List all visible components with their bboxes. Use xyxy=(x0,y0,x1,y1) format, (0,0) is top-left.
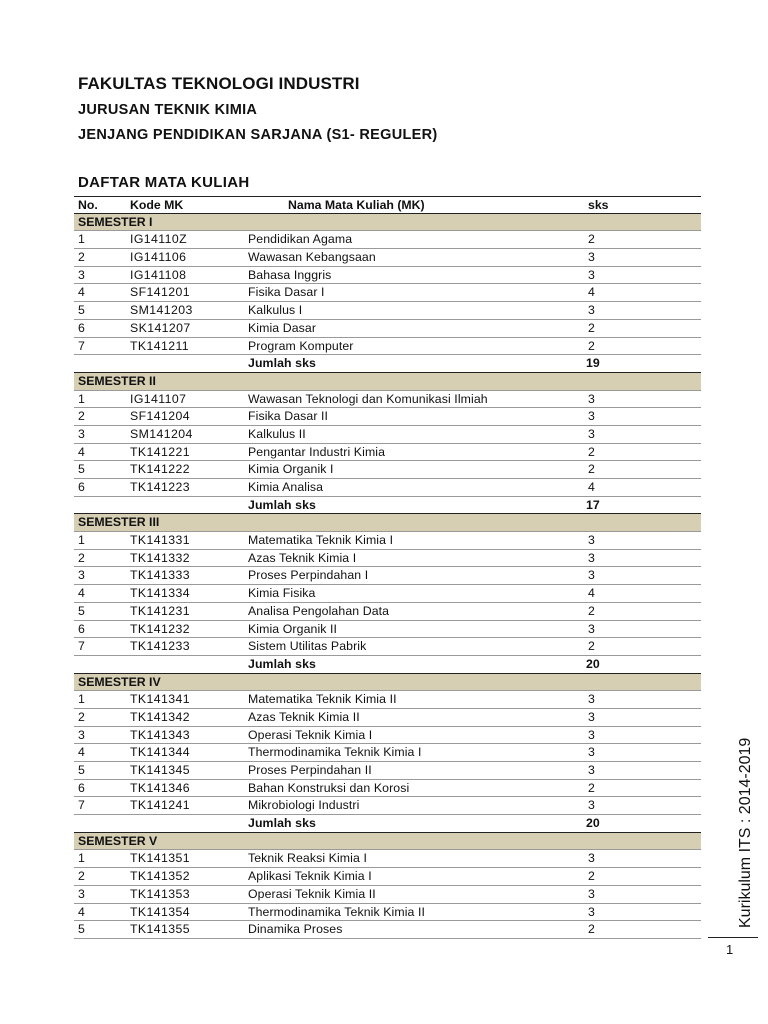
course-sks: 4 xyxy=(588,480,595,494)
course-sks: 3 xyxy=(588,568,595,583)
curriculum-label: Kurikulum ITS : 2014-2019 xyxy=(737,737,754,928)
table-row xyxy=(74,391,701,409)
course-sks: 3 xyxy=(588,798,595,813)
course-number: 7 xyxy=(78,338,85,353)
course-name: Fisika Dasar I xyxy=(248,285,325,300)
table-row xyxy=(74,479,701,497)
course-name: Kalkulus I xyxy=(248,303,303,318)
course-sks: 3 xyxy=(588,692,595,707)
table-row xyxy=(74,921,701,939)
course-number: 3 xyxy=(78,267,85,282)
course-name: Kimia Analisa xyxy=(248,480,324,494)
semester-label: SEMESTER IV xyxy=(78,674,161,689)
course-code: IG14110Z xyxy=(130,232,187,247)
course-number: 6 xyxy=(78,320,85,335)
course-sks: 2 xyxy=(588,922,595,937)
course-sks: 2 xyxy=(588,603,595,618)
course-number: 4 xyxy=(78,904,85,919)
course-name: Matematika Teknik Kimia II xyxy=(248,692,397,707)
course-name: Wawasan Teknologi dan Komunikasi Ilmiah xyxy=(248,391,488,406)
course-name: Operasi Teknik Kimia I xyxy=(248,727,373,742)
table-row xyxy=(74,320,701,338)
course-number: 7 xyxy=(78,639,85,654)
column-header-sks: sks xyxy=(588,198,609,212)
course-number: 1 xyxy=(78,391,85,406)
table-row xyxy=(74,868,701,886)
semester-header-row xyxy=(74,373,701,391)
course-name: Proses Perpindahan I xyxy=(248,568,369,583)
course-sks: 3 xyxy=(588,391,595,406)
semester-header-row xyxy=(74,514,701,532)
course-number: 4 xyxy=(78,745,85,760)
course-sks: 3 xyxy=(588,533,595,548)
course-name: Kimia Dasar xyxy=(248,320,317,335)
course-number: 5 xyxy=(78,922,85,937)
course-code: TK141331 xyxy=(130,533,190,548)
course-name: Thermodinamika Teknik Kimia I xyxy=(248,745,422,760)
table-row xyxy=(74,231,701,249)
course-number: 2 xyxy=(78,869,85,884)
course-number: 4 xyxy=(78,444,85,459)
course-number: 1 xyxy=(78,533,85,548)
course-number: 1 xyxy=(78,692,85,707)
course-name: Analisa Pengolahan Data xyxy=(248,603,390,618)
table-header-row xyxy=(74,196,701,214)
course-code: IG141107 xyxy=(130,391,187,406)
semester-header-row xyxy=(74,214,701,232)
total-label: Jumlah sks xyxy=(248,497,316,512)
table-row xyxy=(74,904,701,922)
course-code: TK141354 xyxy=(130,904,190,919)
course-code: TK141334 xyxy=(130,586,190,601)
course-code: TK141211 xyxy=(130,338,190,353)
table-row xyxy=(74,284,701,302)
course-number: 5 xyxy=(78,303,85,318)
course-sks: 2 xyxy=(588,320,595,335)
faculty-title: FAKULTAS TEKNOLOGI INDUSTRI xyxy=(78,74,360,93)
course-sks: 3 xyxy=(588,745,595,760)
course-number: 4 xyxy=(78,285,85,300)
course-name: Operasi Teknik Kimia II xyxy=(248,886,376,901)
course-list-title: DAFTAR MATA KULIAH xyxy=(78,174,250,191)
course-name: Bahasa Inggris xyxy=(248,267,332,282)
table-row xyxy=(74,444,701,462)
course-sks: 2 xyxy=(588,444,595,459)
course-sks: 2 xyxy=(588,232,595,247)
course-sks: 4 xyxy=(588,586,595,601)
course-sks: 3 xyxy=(588,727,595,742)
column-header-nama: Nama Mata Kuliah (MK) xyxy=(288,198,425,212)
course-name: Azas Teknik Kimia I xyxy=(248,550,357,565)
course-code: TK141345 xyxy=(130,763,190,777)
course-number: 4 xyxy=(78,586,85,601)
course-name: Thermodinamika Teknik Kimia II xyxy=(248,904,426,919)
course-sks: 3 xyxy=(588,409,595,424)
table-row xyxy=(74,567,701,585)
table-row xyxy=(74,621,701,639)
table-row xyxy=(74,691,701,709)
course-name: Aplikasi Teknik Kimia I xyxy=(248,869,372,884)
course-name: Pendidikan Agama xyxy=(248,232,353,247)
course-code: IG141108 xyxy=(130,267,187,282)
course-name: Azas Teknik Kimia II xyxy=(248,709,360,724)
semester-total-row xyxy=(74,656,701,674)
course-name: Pengantar Industri Kimia xyxy=(248,444,386,459)
table-row xyxy=(74,249,701,267)
table-row xyxy=(74,302,701,320)
course-name: Mikrobiologi Industri xyxy=(248,798,360,813)
course-code: TK141346 xyxy=(130,780,190,795)
table-row xyxy=(74,727,701,745)
course-number: 3 xyxy=(78,886,85,901)
course-number: 5 xyxy=(78,763,85,777)
semester-label: SEMESTER I xyxy=(78,214,153,229)
total-label: Jumlah sks xyxy=(248,356,316,371)
course-code: IG141106 xyxy=(130,250,187,265)
course-sks: 3 xyxy=(588,851,595,866)
course-name: Bahan Konstruksi dan Korosi xyxy=(248,780,410,795)
level-title: JENJANG PENDIDIKAN SARJANA (S1- REGULER) xyxy=(78,127,438,143)
course-number: 3 xyxy=(78,727,85,742)
course-code: TK141353 xyxy=(130,886,190,901)
course-sks: 3 xyxy=(588,426,595,441)
course-number: 2 xyxy=(78,409,85,424)
table-row xyxy=(74,744,701,762)
department-title: JURUSAN TEKNIK KIMIA xyxy=(78,102,258,118)
course-number: 1 xyxy=(78,851,85,866)
course-sks: 3 xyxy=(588,904,595,919)
semester-total-row xyxy=(74,815,701,833)
course-number: 6 xyxy=(78,480,85,494)
semester-header-row xyxy=(74,833,701,851)
course-sks: 3 xyxy=(588,886,595,901)
table-row xyxy=(74,550,701,568)
table-body xyxy=(74,214,701,939)
course-number: 5 xyxy=(78,603,85,618)
table-row xyxy=(74,426,701,444)
course-code: TK141341 xyxy=(130,692,190,707)
course-code: TK141333 xyxy=(130,568,190,583)
course-sks: 3 xyxy=(588,303,595,318)
table-row xyxy=(74,338,701,356)
course-name: Wawasan Kebangsaan xyxy=(248,250,376,265)
total-sks: 20 xyxy=(586,656,600,671)
course-code: SF141204 xyxy=(130,409,190,424)
table-row xyxy=(74,762,701,780)
course-name: Fisika Dasar II xyxy=(248,409,329,424)
course-name: Teknik Reaksi Kimia I xyxy=(248,851,367,866)
table-row xyxy=(74,267,701,285)
course-code: TK141332 xyxy=(130,550,190,565)
course-sks: 3 xyxy=(588,250,595,265)
course-name: Matematika Teknik Kimia I xyxy=(248,533,394,548)
semester-label: SEMESTER II xyxy=(78,373,156,388)
course-code: TK141222 xyxy=(130,462,190,477)
course-code: TK141351 xyxy=(130,851,190,866)
course-number: 3 xyxy=(78,426,85,441)
course-code: TK141342 xyxy=(130,709,190,724)
course-code: TK141241 xyxy=(130,798,190,813)
column-header-kode: Kode MK xyxy=(130,198,184,212)
table-row xyxy=(74,780,701,798)
semester-label: SEMESTER III xyxy=(78,515,160,530)
course-sks: 3 xyxy=(588,550,595,565)
semester-total-row xyxy=(74,355,701,373)
table-row xyxy=(74,850,701,868)
course-code: TK141232 xyxy=(130,621,190,636)
course-number: 2 xyxy=(78,709,85,724)
course-number: 7 xyxy=(78,798,85,813)
course-name: Kimia Fisika xyxy=(248,586,316,601)
course-sks: 3 xyxy=(588,621,595,636)
table-row xyxy=(74,603,701,621)
course-code: SK141207 xyxy=(130,320,191,335)
course-code: TK141355 xyxy=(130,922,190,937)
course-name: Program Komputer xyxy=(248,338,354,353)
course-name: Sistem Utilitas Pabrik xyxy=(248,639,367,654)
total-sks: 17 xyxy=(586,497,600,512)
course-code: TK141343 xyxy=(130,727,190,742)
semester-label: SEMESTER V xyxy=(78,833,158,848)
course-sks: 2 xyxy=(588,780,595,795)
course-code: TK141352 xyxy=(130,869,190,884)
course-sks: 4 xyxy=(588,285,595,300)
course-code: SM141204 xyxy=(130,426,193,441)
course-code: TK141223 xyxy=(130,480,190,494)
course-table xyxy=(74,196,701,939)
course-number: 3 xyxy=(78,568,85,583)
course-number: 2 xyxy=(78,550,85,565)
table-row xyxy=(74,709,701,727)
course-name: Kimia Organik II xyxy=(248,621,338,636)
course-sks: 2 xyxy=(588,869,595,884)
course-code: TK141231 xyxy=(130,603,190,618)
course-number: 1 xyxy=(78,232,85,247)
course-number: 6 xyxy=(78,780,85,795)
semester-total-row xyxy=(74,497,701,515)
page-number: 1 xyxy=(726,942,734,957)
course-name: Kimia Organik I xyxy=(248,462,334,477)
course-code: TK141221 xyxy=(130,444,190,459)
course-name: Kalkulus II xyxy=(248,426,306,441)
table-row xyxy=(74,585,701,603)
total-sks: 19 xyxy=(586,356,600,371)
table-row xyxy=(74,638,701,656)
total-label: Jumlah sks xyxy=(248,656,316,671)
course-code: SF141201 xyxy=(130,285,190,300)
course-sks: 3 xyxy=(588,763,595,777)
course-sks: 3 xyxy=(588,709,595,724)
table-row xyxy=(74,797,701,815)
course-sks: 2 xyxy=(588,462,595,477)
column-header-no: No. xyxy=(78,198,98,212)
course-name: Dinamika Proses xyxy=(248,922,343,937)
semester-header-row xyxy=(74,674,701,692)
total-sks: 20 xyxy=(586,816,600,831)
footer-divider xyxy=(708,937,758,938)
course-number: 2 xyxy=(78,250,85,265)
course-sks: 2 xyxy=(588,338,595,353)
course-sks: 2 xyxy=(588,639,595,654)
course-sks: 3 xyxy=(588,267,595,282)
course-code: TK141233 xyxy=(130,639,190,654)
table-row xyxy=(74,532,701,550)
table-row xyxy=(74,408,701,426)
table-row xyxy=(74,461,701,479)
total-label: Jumlah sks xyxy=(248,816,316,831)
course-code: SM141203 xyxy=(130,303,193,318)
course-number: 5 xyxy=(78,462,85,477)
table-row xyxy=(74,886,701,904)
course-number: 6 xyxy=(78,621,85,636)
course-name: Proses Perpindahan II xyxy=(248,763,372,777)
course-code: TK141344 xyxy=(130,745,190,760)
